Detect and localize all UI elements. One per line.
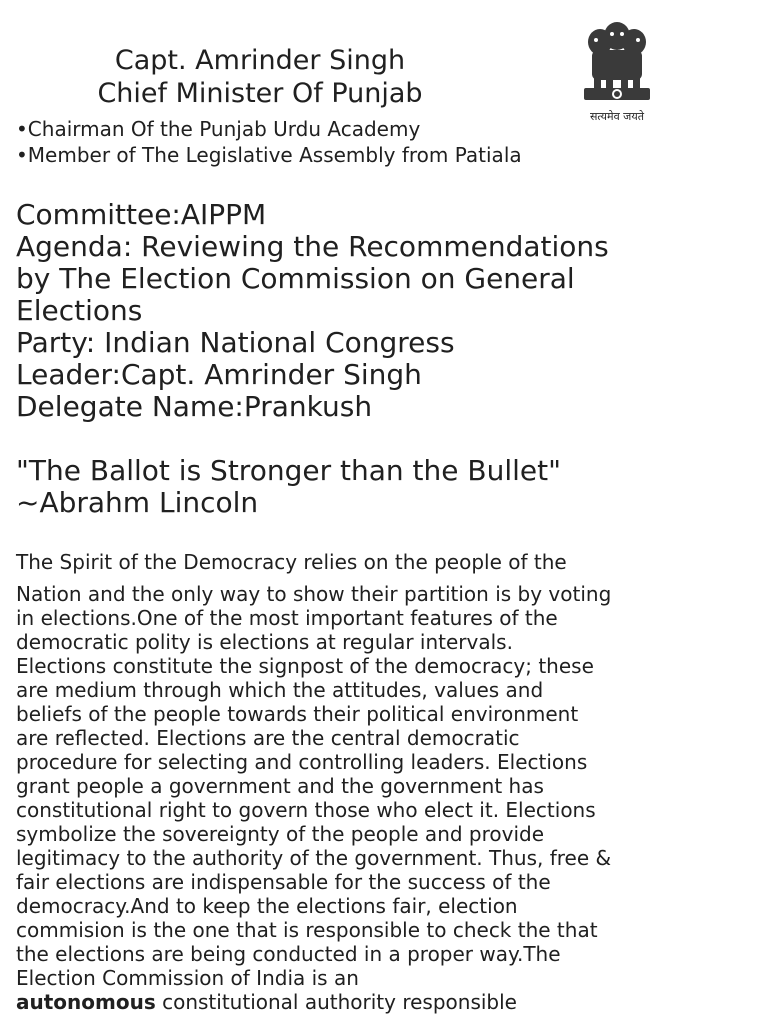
paragraph-line: constitutional right to govern those who elect it. Elections: [16, 798, 596, 822]
paragraph-line: legitimacy to the authority of the government. Thus, free &: [16, 846, 612, 870]
paragraph-line: Election Commission of India is an: [16, 966, 359, 990]
ashoka-lion-capital-icon: [570, 14, 664, 108]
paragraph-line: in elections.One of the most important features of the: [16, 606, 558, 630]
bold-term: autonomous: [16, 990, 156, 1014]
leader-line: Leader:Capt. Amrinder Singh: [16, 358, 422, 391]
party-line: Party: Indian National Congress: [16, 326, 455, 359]
paragraph-line: Elections constitute the signpost of the democracy; these: [16, 654, 594, 678]
paragraph-line: democratic polity is elections at regular intervals.: [16, 630, 513, 654]
paragraph-line: fair elections are indispensable for the success of the: [16, 870, 551, 894]
agenda-line-1: Agenda: Reviewing the Recommendations: [16, 230, 609, 263]
delegate-line: Delegate Name:Prankush: [16, 390, 373, 423]
paragraph-last-line: [16, 990, 517, 1014]
paragraph-line: Nation and the only way to show their partition is by voting: [16, 582, 612, 606]
committee-line: Committee:AIPPM: [16, 198, 267, 231]
quote-author: ~Abrahm Lincoln: [16, 486, 259, 519]
paragraph-line: symbolize the sovereignty of the people and provide: [16, 822, 545, 846]
emblem: [570, 14, 664, 126]
paragraph-line: are reflected. Elections are the central democratic: [16, 726, 520, 750]
agenda-line-2: by The Election Commission on General: [16, 262, 575, 295]
paragraph-last-text: constitutional authority responsible: [155, 990, 517, 1014]
paragraph-line: grant people a government and the government has: [16, 774, 544, 798]
paragraph-line: commision is the one that is responsible to check the that: [16, 918, 598, 942]
paragraph-line: are medium through which the attitudes, values and: [16, 678, 544, 702]
bullet-member: •Member of The Legislative Assembly from Patiala: [16, 143, 522, 167]
agenda-line-3: Elections: [16, 294, 143, 327]
bullet-chairman: •Chairman Of the Punjab Urdu Academy: [16, 117, 421, 141]
paragraph-line: democracy.And to keep the elections fair, election: [16, 894, 518, 918]
paragraph-line: the elections are being conducted in a proper way.The: [16, 942, 561, 966]
name-heading: Capt. Amrinder Singh: [114, 45, 406, 76]
paragraph-line: beliefs of the people towards their political environment: [16, 702, 579, 726]
emblem-motto: सत्यमेव जयते: [589, 110, 644, 123]
quote-text: "The Ballot is Stronger than the Bullet": [16, 454, 561, 487]
role-heading: Chief Minister Of Punjab: [97, 78, 423, 109]
paragraph-line: procedure for selecting and controlling leaders. Elections: [16, 750, 588, 774]
paragraph-line: The Spirit of the Democracy relies on the people of the: [16, 550, 567, 574]
